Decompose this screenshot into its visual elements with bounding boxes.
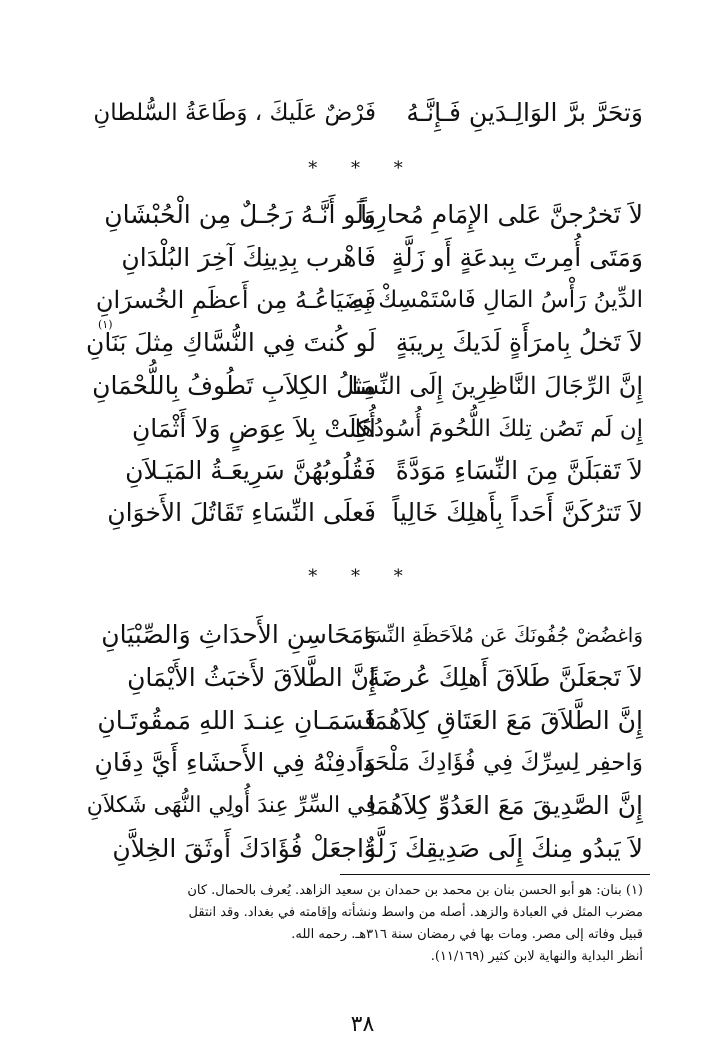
footnote-line: (١) بنان: هو أبو الحسن بنان بن محمد بن حمدان بن سعيد الزاهد. يُعرف بالحمال. كان: [187, 883, 643, 898]
verse-second-hemistich: وَادفِنْهُ فِي الأَحشَاءِ أَيَّ دِفَانِ: [94, 748, 376, 777]
verse-first-hemistich: لاَ تَخلُ بِامرَأَةٍ لَدَيكَ بِريبَةٍ: [395, 328, 643, 357]
verse-second-hemistich: أُكِلَتْ بِلاَ عِوَضٍ وَلاَ أَثْمَانِ: [131, 414, 376, 443]
footnote-divider: [340, 874, 650, 875]
verse-second-hemistich: فَعلَى النِّسَاءِ تَقَاتُلَ الأَخوَانِ: [107, 498, 376, 527]
verse-second-hemistich: لَو كُنتَ فِي النُّسَّاكِ مِثلَ بَنَانِ: [85, 328, 376, 357]
verse-first-hemistich: الدِّينُ رَأْسُ المَالِ فَاسْتَمْسِكْ بِهِ: [352, 287, 643, 313]
verse-second-hemistich: فِي السِّرِّ عِندَ أُولِي النُّهَى شَكلاَنِ: [86, 793, 376, 818]
opening-verse-second-hemistich: فَرْضٌ عَلَيكَ ، وَطَاعَةُ السُّلطانِ: [93, 100, 376, 126]
verse-first-hemistich: لاَ تَقبَلَنَّ مِنَ النِّسَاءِ مَوَدَّةً: [395, 456, 643, 485]
footnote-line: قبيل وفاته إلى مصر. ومات بها في رمضان سنة ٣١٦هـ. رحمه الله.: [291, 927, 643, 942]
verse-second-hemistich: إِنَّ الطَّلاَقَ لأَخبَثُ الأَيْمَانِ: [127, 663, 376, 692]
verse-second-hemistich: فَضَيَاعُـهُ مِن أَعظَمِ الخُسرَانِ: [95, 286, 376, 314]
verse-second-hemistich: وَلَو أَنَّـهُ رَجُـلٌ مِن الْحُبْشَانِ: [104, 200, 376, 229]
verse-second-hemistich: وَمَحَاسِنِ الأَحدَاثِ وَالصِّبْيَانِ: [101, 620, 376, 649]
verse-first-hemistich: إِن لَم تَصُن تِلكَ اللُّحُومَ أُسُودُهَا: [354, 416, 643, 442]
verse-first-hemistich: لاَ تَخرُجنَّ عَلى الإِمَامِ مُحارِباً: [360, 200, 643, 229]
verse-first-hemistich: إِنَّ الطَّلاَقَ مَعَ العَتَاقِ كِلاَهُمَا: [366, 706, 643, 735]
verse-first-hemistich: إِنَّ الصَّدِيقَ مَعَ العَدُوِّ كِلاَهُمَا: [368, 791, 643, 820]
footnote-reference-marker: (١): [98, 318, 113, 331]
verse-second-hemistich: مِثلُ الكِلاَبِ تَطُوفُ بِاللُّحْمَانِ: [92, 371, 376, 400]
verse-first-hemistich: وَمَتَى أُمِرتَ بِبدعَةٍ أَو زَلَّةٍ: [391, 243, 643, 272]
verse-second-hemistich: فَاهْرب بِدِينِكَ آخِرَ البُلْدَانِ: [121, 243, 376, 272]
page-number: ٣٨: [350, 1012, 375, 1037]
verse-second-hemistich: قَسَمَـانِ عِنـدَ اللهِ مَمقُوتَـانِ: [97, 706, 376, 735]
opening-verse-first-hemistich: وَتحَرَّ برَّ الوَالِـدَينِ فَـإِنَّـهُ: [406, 98, 643, 127]
verse-first-hemistich: لاَ تَجعَلَنَّ طَلاَقَ أَهلِكَ عُرضَةً: [367, 663, 643, 692]
footnote-line: مضرب المثل في العبادة والزهد. أصله من واسط ونشأته وإقامته في بغداد. وقد انتقل: [188, 905, 643, 920]
footnote-line: أنظر البداية والنهاية لابن كثير (١١/١٦٩).: [430, 949, 643, 964]
verse-second-hemistich: وَاجعَلْ فُؤَادَكَ أَوثَقَ الخِلاَّنِ: [112, 834, 376, 863]
footnote: [33, 880, 643, 968]
verse-first-hemistich: إِنَّ الرِّجَالَ النَّاظِرِينَ إِلَى النِّسَا: [351, 372, 643, 400]
section-separator: * * *: [308, 158, 417, 179]
verse-first-hemistich: وَاحفِر لِسِرِّكَ فِي فُؤَادِكَ مَلْحَداً: [356, 750, 643, 776]
verse-first-hemistich: وَاغضُضْ جُفُونَكَ عَن مُلاَحَظَةِ النِّسَا: [363, 623, 643, 647]
verse-second-hemistich: فَقُلُوبُهُنَّ سَرِيعَـةُ المَيَـلاَنِ: [125, 456, 376, 485]
verse-first-hemistich: لاَ تَترُكَنَّ أَحَداً بِأَهلِكَ خَالِياً: [392, 498, 643, 527]
section-separator: * * *: [308, 566, 417, 587]
verse-first-hemistich: لاَ يَبدُو مِنكَ إِلَى صَدِيقِكَ زَلَّةٌ: [363, 834, 643, 863]
